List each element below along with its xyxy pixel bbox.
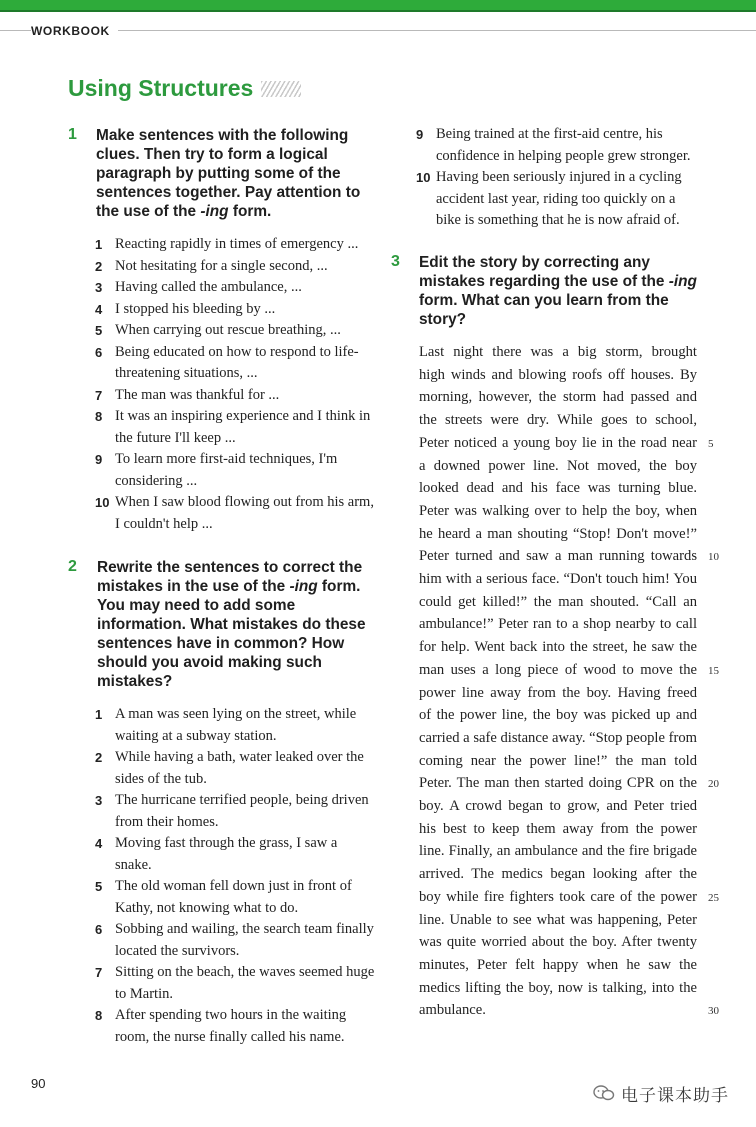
item-text-line: I stopped his bleeding by ... — [115, 300, 276, 317]
exercise-2-instruction: Rewrite the sentences to correct the mistakes in the use of the -ing form. You may need to add some information. What mistakes do these sentences have in common? How should you avoid making such mistakes? — [97, 559, 366, 690]
item-text-line: sides of the tub. — [115, 770, 207, 787]
item-number: 2 — [95, 258, 103, 274]
item-number: 1 — [95, 707, 103, 722]
item-number: 7 — [95, 387, 103, 403]
item-text-line: The old woman fell down just in front of — [115, 878, 352, 894]
item-text-line: Moving fast through the grass, I saw a snake. — [115, 835, 338, 873]
story-line: his best to keep them away from the power — [419, 820, 697, 837]
item-number: 4 — [95, 836, 103, 851]
item-text-line: accident last year, riding too quickly on a — [436, 190, 676, 207]
item-text-line: Sobbing and wailing, the search team finally — [115, 921, 374, 937]
item-number: 2 — [95, 750, 103, 765]
item-number: 9 — [416, 127, 424, 142]
list-item — [416, 124, 698, 167]
item-text-line: Being trained at the first-aid centre, his — [436, 126, 663, 142]
story-line-number: 5 — [708, 437, 714, 450]
list-item — [95, 1005, 377, 1048]
section-title: Using Structures — [68, 75, 254, 101]
story-line: the streets were dry. While goes to school, — [419, 412, 697, 429]
item-number: 10 — [416, 170, 431, 185]
item-number: 10 — [95, 495, 110, 510]
item-text-line: When carrying out rescue breathing, ... — [115, 322, 341, 338]
list-item — [95, 492, 377, 535]
story-line: Peter was walking over to help the boy, when — [419, 502, 697, 519]
title-hatch-decoration — [261, 81, 301, 97]
story-line: Peter turned and saw a man running towards — [419, 548, 697, 565]
exercise-2-number: 2 — [68, 558, 77, 575]
exercise-3-story — [419, 341, 697, 1022]
story-line-number: 30 — [708, 1005, 719, 1018]
item-text-line: The hurricane terrified people, being driven — [115, 792, 369, 808]
list-item — [95, 406, 377, 449]
list-item — [95, 320, 377, 342]
story-line: could get killed!” the man shouted. “Call an — [419, 593, 697, 610]
item-text-line: room, the nurse finally called his name. — [115, 1028, 345, 1045]
item-text-line: Reacting rapidly in times of emergency ... — [115, 236, 359, 252]
item-text-line: It was an inspiring experience and I think in — [115, 408, 371, 424]
watermark-text: 电子课本助手 — [621, 1086, 729, 1106]
story-line: power line away from the boy. Having freed — [419, 684, 697, 701]
story-line: boy while fire fighters took care of the power — [419, 888, 697, 905]
item-number: 6 — [95, 922, 103, 937]
exercise-1-list — [95, 234, 377, 535]
story-line: morning, however, the storm had passed and — [419, 389, 697, 406]
list-item — [95, 342, 377, 385]
wechat-icon — [593, 1084, 615, 1102]
story-line: arrived. The medics began looking after the — [419, 866, 697, 883]
exercise-3-instruction: Edit the story by correcting any mistakes regarding the use of the -ing form. What can you learn from the story? — [419, 254, 697, 328]
list-item — [95, 962, 377, 1005]
item-number: 4 — [95, 301, 103, 317]
item-text-line: the future I'll keep ... — [115, 429, 236, 446]
page-number: 90 — [31, 1076, 46, 1091]
exercise-2-list — [95, 704, 377, 1048]
story-line-number: 20 — [708, 778, 719, 791]
top-color-bar-shadow — [0, 10, 756, 12]
list-item — [95, 234, 377, 256]
item-number: 5 — [95, 323, 103, 338]
item-text-line: confidence in helping people grew stronger. — [436, 147, 691, 164]
item-text-line: Being educated on how to respond to life- — [115, 343, 359, 360]
item-text-line: to Martin. — [115, 985, 173, 1002]
story-line: looked dead and his face was turning blue. — [419, 480, 697, 497]
story-line: line. Unable to see what was happening, Peter — [419, 911, 697, 928]
item-text-line: considering ... — [115, 472, 198, 489]
item-number: 1 — [95, 237, 103, 252]
item-number: 5 — [95, 879, 103, 894]
list-item — [95, 299, 377, 321]
story-line: Peter noticed a young boy lie in the road near — [419, 434, 697, 451]
item-text-line: Having been seriously injured in a cycling — [436, 169, 682, 185]
item-text-line: Not hesitating for a single second, ... — [115, 257, 328, 274]
item-text-line: After spending two hours in the waiting — [115, 1007, 347, 1023]
item-text-line: Kathy, not knowing what to do. — [115, 899, 299, 916]
item-number: 3 — [95, 793, 103, 808]
item-text-line: I couldn't help ... — [115, 515, 213, 532]
story-line-number: 15 — [708, 664, 719, 677]
story-line-number: 10 — [708, 551, 719, 564]
list-item — [416, 167, 698, 232]
story-line: Peter. The man then started doing CPR on the — [419, 775, 697, 792]
item-text-line: from their homes. — [115, 813, 219, 830]
story-line: minutes, Peter felt happy when he saw the — [419, 956, 697, 973]
list-item — [95, 256, 377, 278]
story-line-number: 25 — [708, 891, 719, 904]
story-line: Last night there was a big storm, brought — [419, 344, 697, 360]
story-line: a downed power line. Not moved, the boy — [419, 457, 697, 474]
item-number: 3 — [95, 280, 103, 295]
item-number: 6 — [95, 344, 103, 360]
item-text-line: waiting at a subway station. — [115, 727, 277, 744]
item-text-line: To learn more first-aid techniques, I'm — [115, 451, 338, 467]
item-number: 8 — [95, 409, 103, 424]
story-line: he heard a man shouting “Stop! Don't move!” — [419, 525, 697, 542]
exercise-1-list-continued — [416, 124, 698, 232]
story-line: for help. Went back into the street, he saw the — [419, 639, 697, 656]
item-text-line: The man was thankful for ... — [115, 386, 280, 403]
item-text-line: When I saw blood flowing out from his arm, — [115, 494, 374, 510]
story-line: carried a safe distance away. “Stop people from — [419, 729, 697, 746]
list-item — [95, 704, 377, 747]
item-text-line: Having called the ambulance, ... — [115, 279, 302, 295]
item-text-line: A man was seen lying on the street, while — [115, 706, 357, 722]
list-item — [95, 833, 377, 876]
list-item — [95, 790, 377, 833]
exercise-3-number: 3 — [391, 253, 400, 270]
list-item — [95, 385, 377, 407]
story-line: line. Finally, an ambulance and the fire brigade — [419, 843, 697, 860]
exercise-1-instruction: Make sentences with the following clues. Then try to form a logical paragraph by putting some of the sentences together. Pay attention to the use of the -ing form. — [96, 127, 361, 220]
item-number: 9 — [95, 452, 103, 467]
list-item — [95, 919, 377, 962]
workbook-label: WORKBOOK — [31, 24, 118, 38]
item-number: 7 — [95, 965, 103, 980]
list-item — [95, 449, 377, 492]
item-number: 8 — [95, 1008, 103, 1023]
story-line: boy. A crowd began to grow, and Peter tried — [419, 798, 697, 815]
story-line: man uses a long piece of wood to move the — [419, 661, 697, 678]
exercise-1-number: 1 — [68, 126, 77, 143]
item-text-line: threatening situations, ... — [115, 365, 258, 381]
story-line: coming near the power line!” the man told — [419, 752, 697, 769]
list-item — [95, 876, 377, 919]
item-text-line: Sitting on the beach, the waves seemed huge — [115, 964, 375, 980]
story-line: of the power line, the boy was picked up and — [419, 707, 697, 724]
item-text-line: located the survivors. — [115, 942, 240, 959]
story-line: was quite worried about the boy. After twenty — [419, 934, 697, 951]
list-item — [95, 277, 377, 299]
story-line: medics lifting the boy, now is talking, into the — [419, 979, 697, 996]
story-line: ambulance!” Peter ran to a shop nearby to call — [419, 616, 697, 633]
story-line: him with a serious face. “Don't touch him! You — [419, 571, 697, 588]
item-text-line: While having a bath, water leaked over the — [115, 749, 364, 765]
story-line: high winds and blowing roofs off houses. By — [419, 366, 697, 383]
item-text-line: bike is something that he is now afraid of. — [436, 212, 680, 228]
list-item — [95, 747, 377, 790]
story-line: ambulance. — [419, 1002, 486, 1019]
